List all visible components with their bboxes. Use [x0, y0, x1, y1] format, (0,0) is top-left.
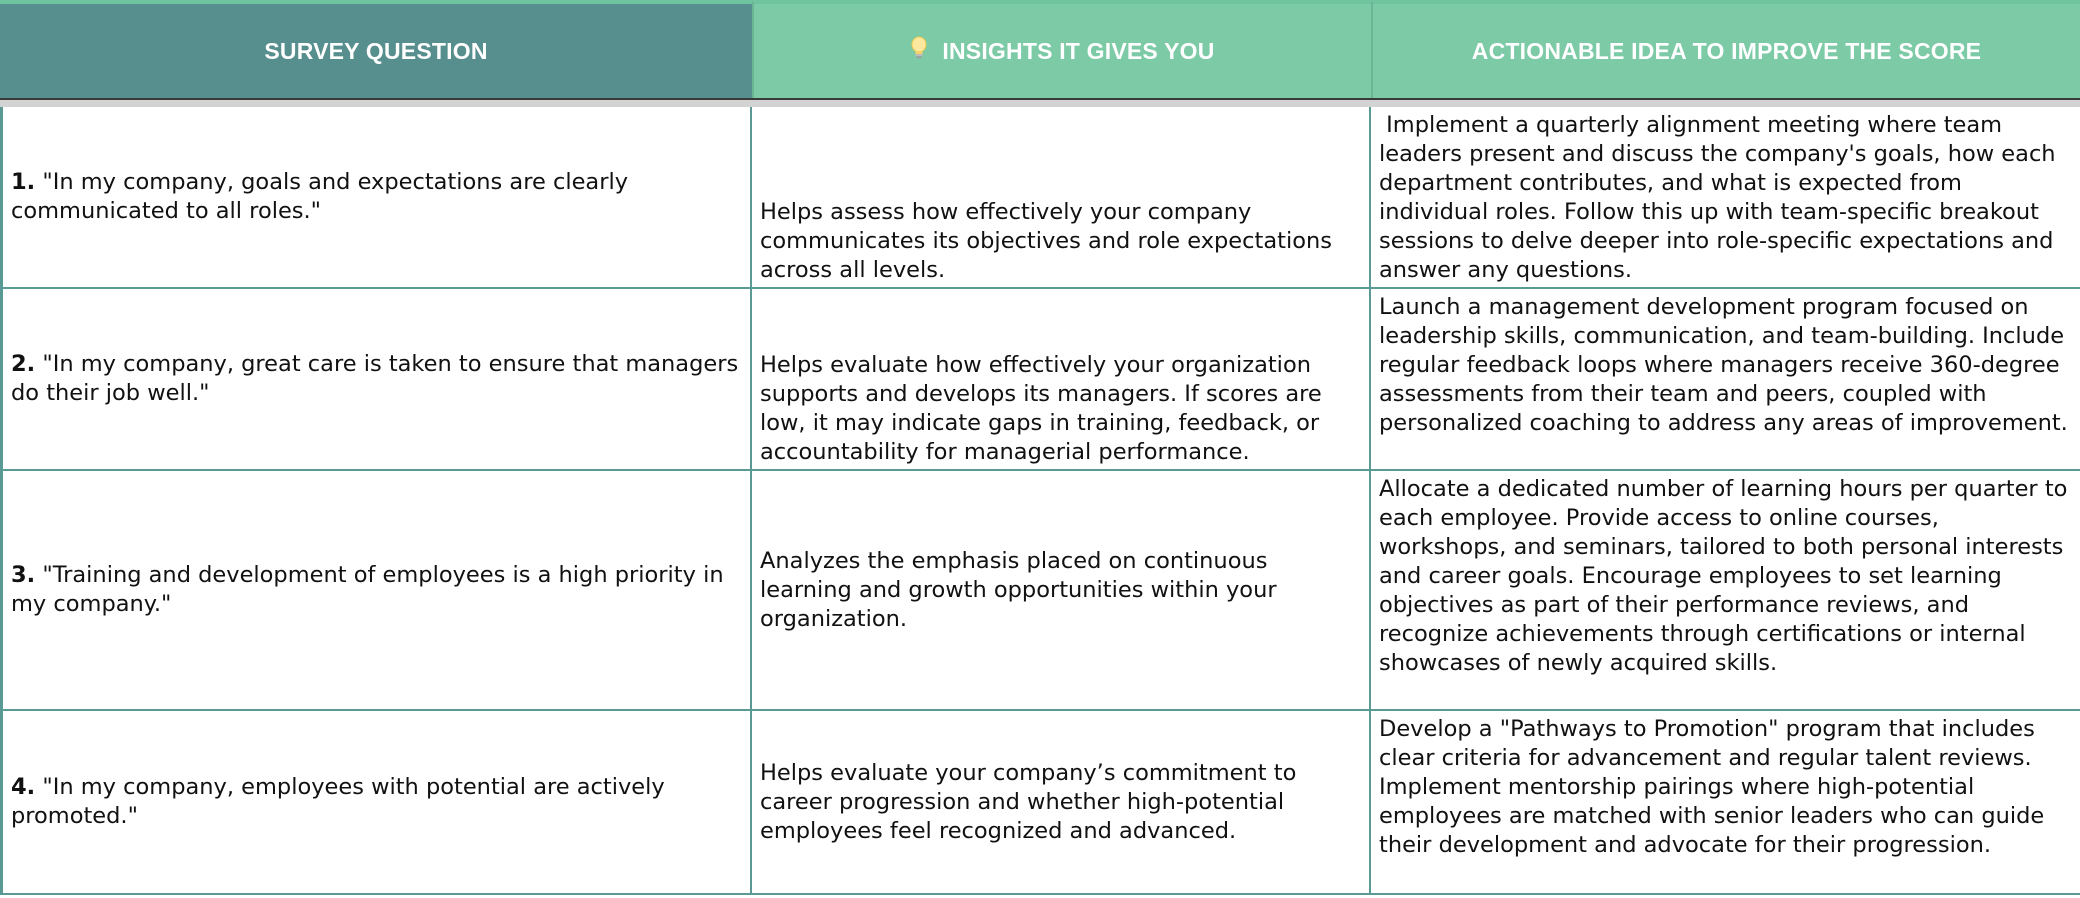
question-cell[interactable] — [0, 107, 752, 289]
table-row — [0, 471, 2080, 711]
insight-cell[interactable] — [752, 711, 1371, 895]
question-number: 2. — [11, 351, 36, 377]
action-text: Allocate a dedicated number of learning hours per quarter to each employee. Provide access to online courses, workshops, and seminars, tailored to both personal interests and career goals. Encourage employees to set learning objectives as part of their performance reviews, and recognize achievements through certifications or internal showcases of newly acquired skills. — [1379, 476, 2068, 676]
header-actionable-idea[interactable] — [1371, 0, 2080, 98]
question-text: "In my company, great care is taken to ensure that managers do their job well." — [11, 351, 739, 406]
question-cell[interactable] — [0, 289, 752, 471]
action-text: Implement a quarterly alignment meeting where team leaders present and discuss the company's goals, how each department contributes, and what is expected from individual roles. Follow this up with team-specific breakout sessions to delve deeper into role-specific expectations and answer any questions. — [1379, 112, 2063, 283]
question-text: "In my company, employees with potential are actively promoted." — [11, 774, 665, 829]
insight-text: Helps assess how effectively your company communicates its objectives and role expectations across all levels. — [760, 199, 1332, 283]
question-text: "In my company, goals and expectations are clearly communicated to all roles." — [11, 169, 629, 224]
table-row — [0, 289, 2080, 471]
action-text: Launch a management development program focused on leadership skills, communication, and team-building. Include regular feedback loops where managers receive 360-degree assessments from their team and peers, coupled with personalized coaching to address any areas of improvement. — [1379, 294, 2068, 436]
question-number: 1. — [11, 169, 36, 195]
question-cell[interactable] — [0, 471, 752, 711]
question-number: 4. — [11, 774, 36, 800]
action-cell[interactable] — [1371, 289, 2080, 471]
insight-cell[interactable] — [752, 289, 1371, 471]
insight-cell[interactable] — [752, 107, 1371, 289]
frozen-row-divider — [0, 98, 2080, 107]
header-actionable-label: ACTIONABLE IDEA TO IMPROVE THE SCORE — [1471, 37, 1982, 64]
header-insights-label: INSIGHTS IT GIVES YOU — [942, 37, 1215, 64]
action-cell[interactable] — [1371, 711, 2080, 895]
table-row — [0, 107, 2080, 289]
action-cell[interactable] — [1371, 107, 2080, 289]
insight-text: Helps evaluate your company’s commitment to career progression and whether high-potential employees feel recognized and advanced. — [760, 759, 1297, 844]
question-number: 3. — [11, 562, 36, 588]
header-survey-question[interactable] — [0, 0, 752, 98]
action-cell[interactable] — [1371, 471, 2080, 711]
insight-text: Analyzes the emphasis placed on continuous learning and growth opportunities within your organization. — [760, 547, 1277, 632]
lightbulb-icon — [910, 36, 928, 66]
question-cell[interactable] — [0, 711, 752, 895]
question-text: "Training and development of employees is a high priority in my company." — [11, 562, 724, 617]
table-row — [0, 711, 2080, 895]
header-insights[interactable] — [752, 0, 1371, 98]
action-text: Develop a "Pathways to Promotion" program that includes clear criteria for advancement and regular talent reviews. Implement mentorship pairings where high-potential employees are matched with senior leaders who can guide their development and advocate for their progression. — [1379, 716, 2045, 858]
insight-cell[interactable] — [752, 471, 1371, 711]
header-survey-question-label: SURVEY QUESTION — [264, 37, 488, 64]
insight-text: Helps evaluate how effectively your organization supports and develops its managers. If scores are low, it may indicate gaps in training, feedback, or accountability for managerial performance. — [760, 352, 1322, 465]
